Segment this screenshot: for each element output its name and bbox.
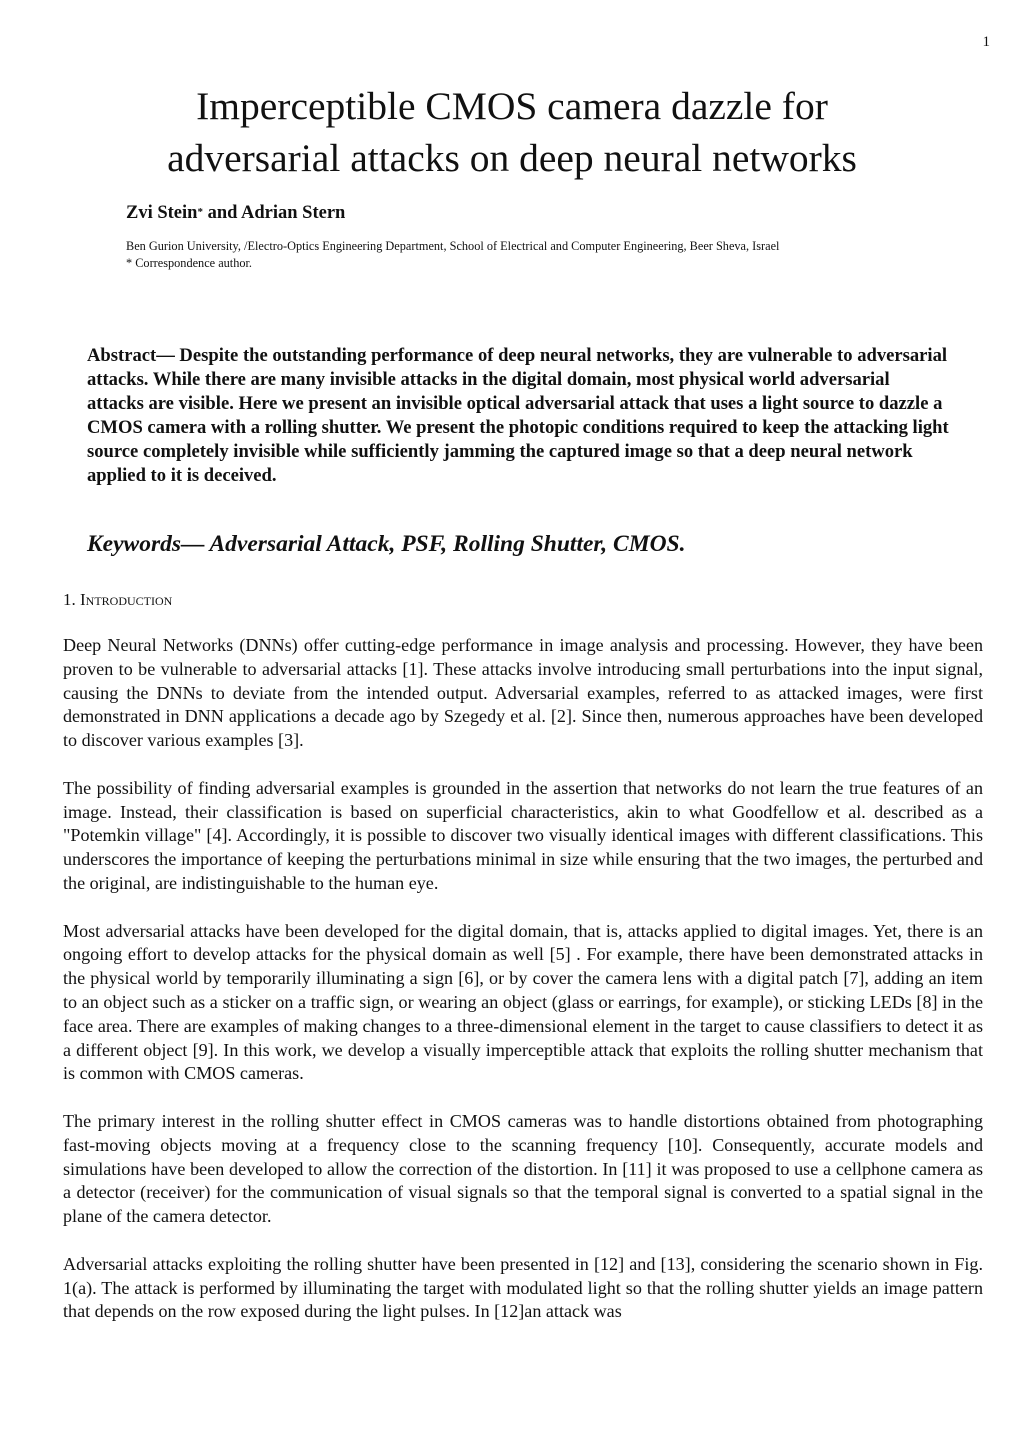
section-title: Introduction bbox=[80, 590, 173, 609]
affiliation-line: Ben Gurion University, /Electro-Optics Engineering Department, School of Electrical and Computer Engineering, Beer Sheva, Israel bbox=[126, 239, 780, 253]
author-rest: and Adrian Stern bbox=[202, 203, 346, 223]
title-line-2: adversarial attacks on deep neural networks bbox=[167, 136, 857, 180]
paragraph: The possibility of finding adversarial examples is grounded in the assertion that networks do not learn the true features of an image. Instead, their classification is based on superficial characteristics, akin to what Goodfellow et al. described as a "Potemkin village" [4]. Accordingly, it is possible to discover two visually identical images with different classifications. This underscores the importance of keeping the perturbations minimal in size while ensuring that the two images, the perturbed and the original, are indistinguishable to the human eye. bbox=[63, 777, 983, 893]
paragraph: Deep Neural Networks (DNNs) offer cutting-edge performance in image analysis and processing. However, they have been proven to be vulnerable to adversarial attacks [1]. These attacks involve introducing small perturbations into the input signal, causing the DNNs to deviate from the intended output. Adversarial examples, referred to as attacked images, were first demonstrated in DNN applications a decade ago by Szegedy et al. [2]. Since then, numerous approaches have been developed to discover various examples [3]. bbox=[63, 635, 983, 751]
introduction-body bbox=[63, 634, 983, 1348]
keywords: Keywords— Adversarial Attack, PSF, Rolling Shutter, CMOS. bbox=[87, 531, 686, 557]
paragraph: Adversarial attacks exploiting the rolling shutter have been presented in [12] and [13], considering the scenario shown in Fig. 1(a). The attack is performed by illuminating the target with modulated light so that the rolling shutter yields an image pattern that depends on the row exposed during the light pulses. In [12]an attack was bbox=[63, 1253, 983, 1322]
section-number: 1. bbox=[63, 590, 80, 609]
paragraph: The primary interest in the rolling shutter effect in CMOS cameras was to handle distortions obtained from photographing fast-moving objects moving at a frequency close to the scanning frequency [10]. Consequently, accurate models and simulations have been developed to allow the correction of the distortion. In [11] it was proposed to use a cellphone camera as a detector (receiver) for the communication of visual signals so that the temporal signal is converted to a spatial signal in the plane of the camera detector. bbox=[63, 1110, 983, 1227]
paper-title bbox=[60, 80, 964, 184]
affiliation bbox=[126, 238, 779, 272]
correspondence-note: * Correspondence author. bbox=[126, 256, 253, 270]
title-line-1: Imperceptible CMOS camera dazzle for bbox=[196, 84, 828, 128]
correspondence-marker: * bbox=[197, 206, 203, 218]
paragraph: Most adversarial attacks have been developed for the digital domain, that is, attacks applied to digital images. Yet, there is an ongoing effort to develop attacks for the physical domain as well [5] . For example, there have been demonstrated attacks in the physical world by temporarily illuminating a sign [6], or by cover the camera lens with a digital patch [7], adding an item to an object such as a sticker on a traffic sign, or wearing an object (glass or earrings, for example), or sticking LEDs [8] in the face area. There are examples of making changes to a three-dimensional element in the target to cause classifiers to detect it as a different object [9]. In this work, we develop a visually imperceptible attack that exploits the rolling shutter mechanism that is common with CMOS cameras. bbox=[63, 920, 983, 1084]
page-number: 1 bbox=[982, 34, 990, 50]
abstract: Abstract— Despite the outstanding performance of deep neural networks, they are vulnerable to adversarial attacks. While there are many invisible attacks in the digital domain, most physical world adversarial attacks are visible. Here we present an invisible optical adversarial attack that uses a light source to dazzle a CMOS camera with a rolling shutter. We present the photopic conditions required to keep the attacking light source completely invisible while sufficiently jamming the captured image so that a deep neural network applied to it is deceived. bbox=[87, 345, 949, 486]
author-list bbox=[126, 200, 345, 226]
author-first: Zvi Stein bbox=[126, 203, 198, 223]
section-heading-introduction bbox=[63, 589, 172, 611]
